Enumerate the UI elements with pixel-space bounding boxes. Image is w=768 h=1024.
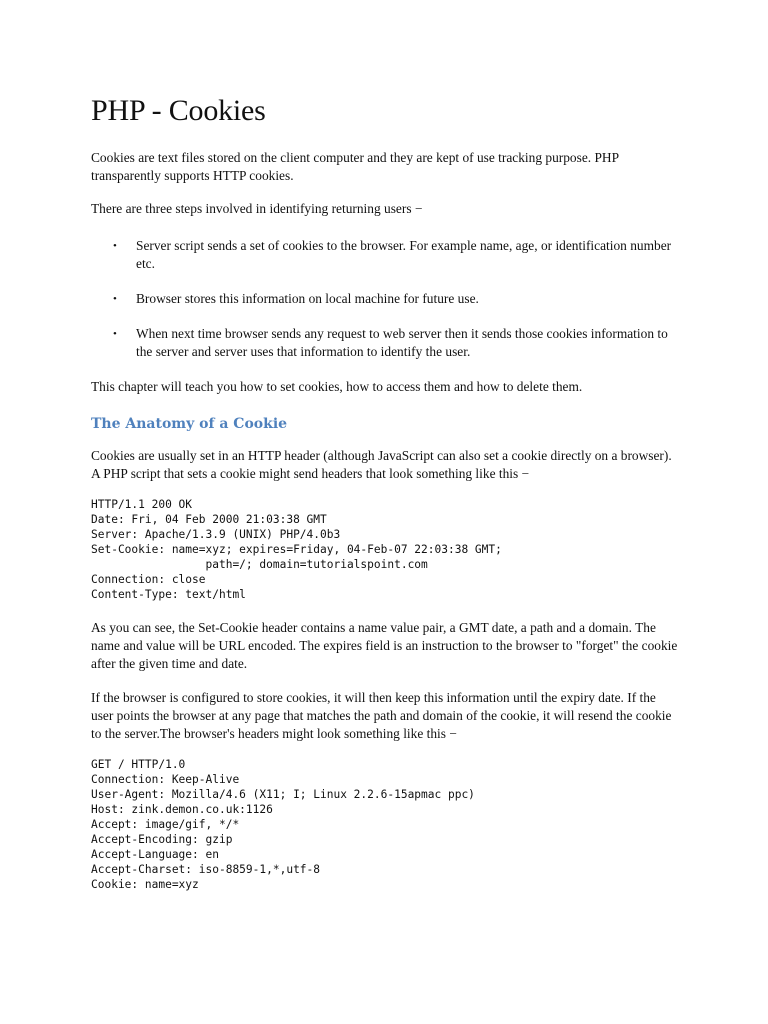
page-title: PHP - Cookies xyxy=(91,94,266,127)
bullet-icon: • xyxy=(113,328,117,340)
anatomy-paragraph: Cookies are usually set in an HTTP header (although JavaScript can also set a cookie directly on a browser). A PHP script that sets a cookie might send headers that look something like this − xyxy=(91,448,672,481)
browser-storage-paragraph: If the browser is configured to store cookies, it will then keep this information until the expiry date. If the user points the browser at any page that matches the path and domain of the cookie, it will resend the cookie to the server.The browser's headers might look something like this − xyxy=(91,690,672,741)
request-headers-code-block: GET / HTTP/1.0 Connection: Keep-Alive User-Agent: Mozilla/4.6 (X11; I; Linux 2.2.6-15apmac ppc) Host: zink.demon.co.uk:1126 Accept: image/gif, */* Accept-Encoding: gzip Accept-Language: en Accept-Charset: iso-8859-1,*,utf-8 Cookie: name=xyz xyxy=(91,758,475,891)
bullet-icon: • xyxy=(113,293,117,305)
document-page xyxy=(91,93,681,892)
list-item xyxy=(91,237,681,273)
intro-paragraph: Cookies are text files stored on the client computer and they are kept of use tracking purpose. PHP transparently supports HTTP cookies. xyxy=(91,150,619,183)
section-heading: The Anatomy of a Cookie xyxy=(91,416,288,432)
response-headers-code-block: HTTP/1.1 200 OK Date: Fri, 04 Feb 2000 21:03:38 GMT Server: Apache/1.3.9 (UNIX) PHP/4.0b3 Set-Cookie: name=xyz; expires=Friday, 04-Feb-07 22:03:38 GMT; path=/; domain=tutorialspoint.com Connection: close Content-Type: text/html xyxy=(91,498,502,601)
list-item xyxy=(91,290,681,308)
list-item-text: Server script sends a set of cookies to the browser. For example name, age, or identification number etc. xyxy=(136,238,672,271)
list-item-text: Browser stores this information on local machine for future use. xyxy=(136,291,479,306)
list-item-text: When next time browser sends any request to web server then it sends those cookies information to the server and server uses that information to identify the user. xyxy=(136,326,668,359)
list-item xyxy=(91,325,681,361)
steps-intro-paragraph: There are three steps involved in identifying returning users − xyxy=(91,201,423,216)
bullet-icon: • xyxy=(113,240,117,252)
set-cookie-explanation-paragraph: As you can see, the Set-Cookie header contains a name value pair, a GMT date, a path and a domain. The name and value will be URL encoded. The expires field is an instruction to the browser to "forget" the cookie after the given time and date. xyxy=(91,620,678,671)
steps-list xyxy=(91,237,681,361)
chapter-paragraph: This chapter will teach you how to set cookies, how to access them and how to delete them. xyxy=(91,379,583,394)
